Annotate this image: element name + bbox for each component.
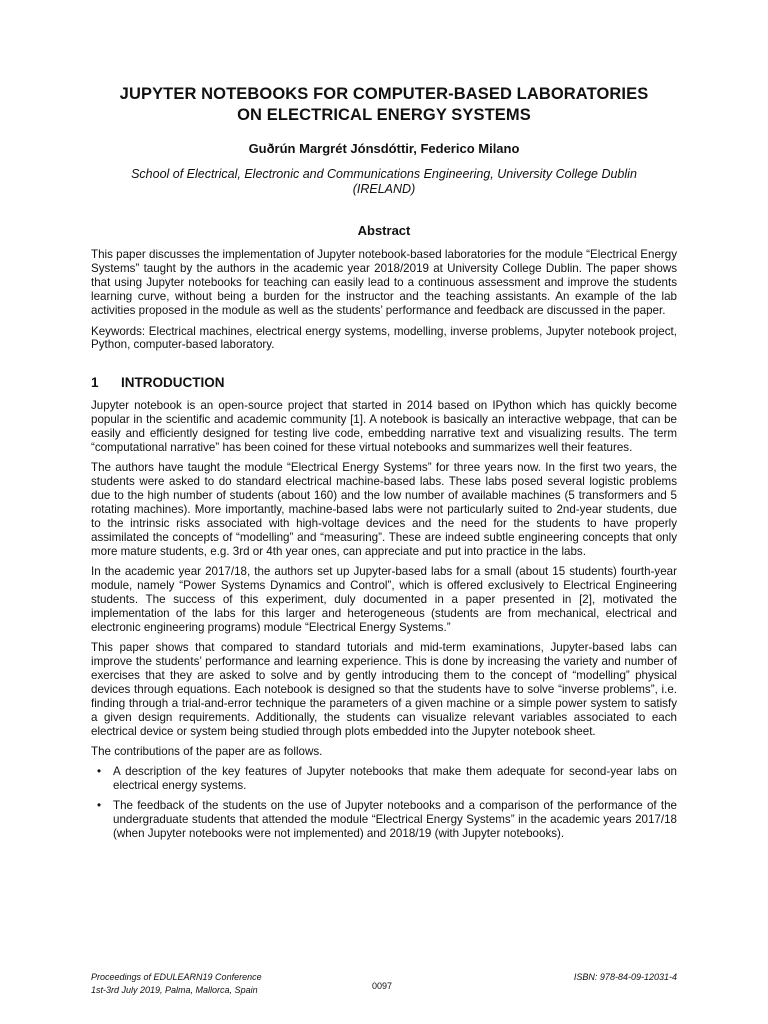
contribution-item-2 [91, 799, 677, 841]
section-title: INTRODUCTION [121, 375, 225, 391]
footer-left-line-1: Proceedings of EDULEARN19 Conference [91, 972, 262, 982]
intro-paragraph-2: The authors have taught the module “Electrical Energy Systems” for three years now. In the first two years, the students were asked to do standard electrical machine-based labs. These labs posed several logistic problems due to the high number of students (about 160) and the low number of available machines (5 transformers and 5 rotating machines). More importantly, machine-based labs were not particularly suited to 2nd-year students, due to the intrinsic risks associated with high-voltage devices and the need for the students to have properly assimilated the concepts of “modelling” and “measuring”. These are indeed subtle engineering concepts that only more mature students, e.g. 3rd or 4th year ones, can appreciate and put into practice in the labs. [91, 461, 677, 558]
section-heading-introduction [91, 375, 677, 391]
page-number: 0097 [372, 981, 393, 991]
section-number: 1 [91, 375, 99, 391]
contribution-text-2: The feedback of the students on the use of Jupyter notebooks and a comparison of the performance of the undergraduate students that attended the module “Electrical Energy Systems” in the academic years 2017/18 (when Jupyter notebooks were not implemented) and 2018/19 (with Jupyter notebooks). [113, 798, 677, 840]
page-footer [91, 971, 677, 1001]
affiliation [91, 167, 677, 197]
footer-isbn: ISBN: 978-84-09-12031-4 [573, 972, 677, 982]
footer-left-line-2: 1st-3rd July 2019, Palma, Mallorca, Spain [91, 985, 258, 995]
title-line-1: JUPYTER NOTEBOOKS FOR COMPUTER-BASED LABORATORIES [119, 85, 649, 103]
affiliation-line-1: School of Electrical, Electronic and Communications Engineering, University College Dublin [131, 167, 637, 181]
keywords: Keywords: Electrical machines, electrical energy systems, modelling, inverse problems, Jupyter notebook project, Python, computer-based laboratory. [91, 324, 677, 352]
bullet-icon: • [97, 798, 102, 812]
abstract-text: This paper discusses the implementation of Jupyter notebook-based laboratories for the module “Electrical Energy Systems” taught by the authors in the academic year 2018/2019 at University College Dublin. The paper shows that using Jupyter notebooks for teaching can easily lead to a continuous assessment and improve the students learning curve, without being a burden for the instructor and the teaching assistants. An example of the lab activities proposed in the module as well as the students’ performance and feedback are discussed in the paper. [91, 248, 677, 317]
paper-page [91, 84, 677, 847]
footer-proceedings [91, 971, 262, 997]
paper-title [91, 84, 677, 126]
section-body [91, 399, 677, 840]
contribution-text-1: A description of the key features of Jupyter notebooks that make them adequate for second-year labs on electrical energy systems. [113, 765, 677, 792]
intro-paragraph-5: The contributions of the paper are as follows. [91, 745, 323, 759]
authors: Guðrún Margrét Jónsdóttir, Federico Milano [248, 141, 520, 156]
intro-paragraph-3: In the academic year 2017/18, the authors set up Jupyter-based labs for a small (about 15 students) fourth-year module, namely “Power Systems Dynamics and Control”, which is offered exclusively to Electrical Engineering students. The success of this experiment, duly documented in a paper presented in [2], motivated the implementation of the labs for this larger and heterogeneous (students are from mechanical, electrical and electronic engineering programs) module “Electrical Energy Systems.” [91, 565, 677, 634]
bullet-icon: • [97, 765, 102, 779]
abstract-heading: Abstract [357, 223, 411, 238]
contributions-list [91, 765, 677, 841]
affiliation-line-2: (IRELAND) [352, 182, 416, 196]
intro-paragraph-4: This paper shows that compared to standard tutorials and mid-term examinations, Jupyter-based labs can improve the students’ performance and learning experience. This is done by increasing the variety and number of exercises that they are asked to solve and by gently introducing them to the concept of “modelling” physical devices through equations. Each notebook is designed so that the students have to solve “inverse problems”, i.e. finding through a trial-and-error technique the parameters of a given machine or a simple power system to satisfy a given design requirements. Additionally, the students can visualize relevant variables associated to each electrical device or system being studied through plots embedded into the Jupyter notebook sheet. [91, 641, 677, 738]
contribution-item-1 [91, 765, 677, 793]
title-line-2: ON ELECTRICAL ENERGY SYSTEMS [237, 106, 531, 124]
intro-paragraph-1: Jupyter notebook is an open-source project that started in 2014 based on IPython which has quickly become popular in the scientific and academic community [1]. A notebook is basically an interactive webpage, that can be easily and efficiently designed for testing live code, embedding narrative text and visualizing results. The term “computational narrative” has been coined for these virtual notebooks and summarizes well their features. [91, 399, 677, 455]
